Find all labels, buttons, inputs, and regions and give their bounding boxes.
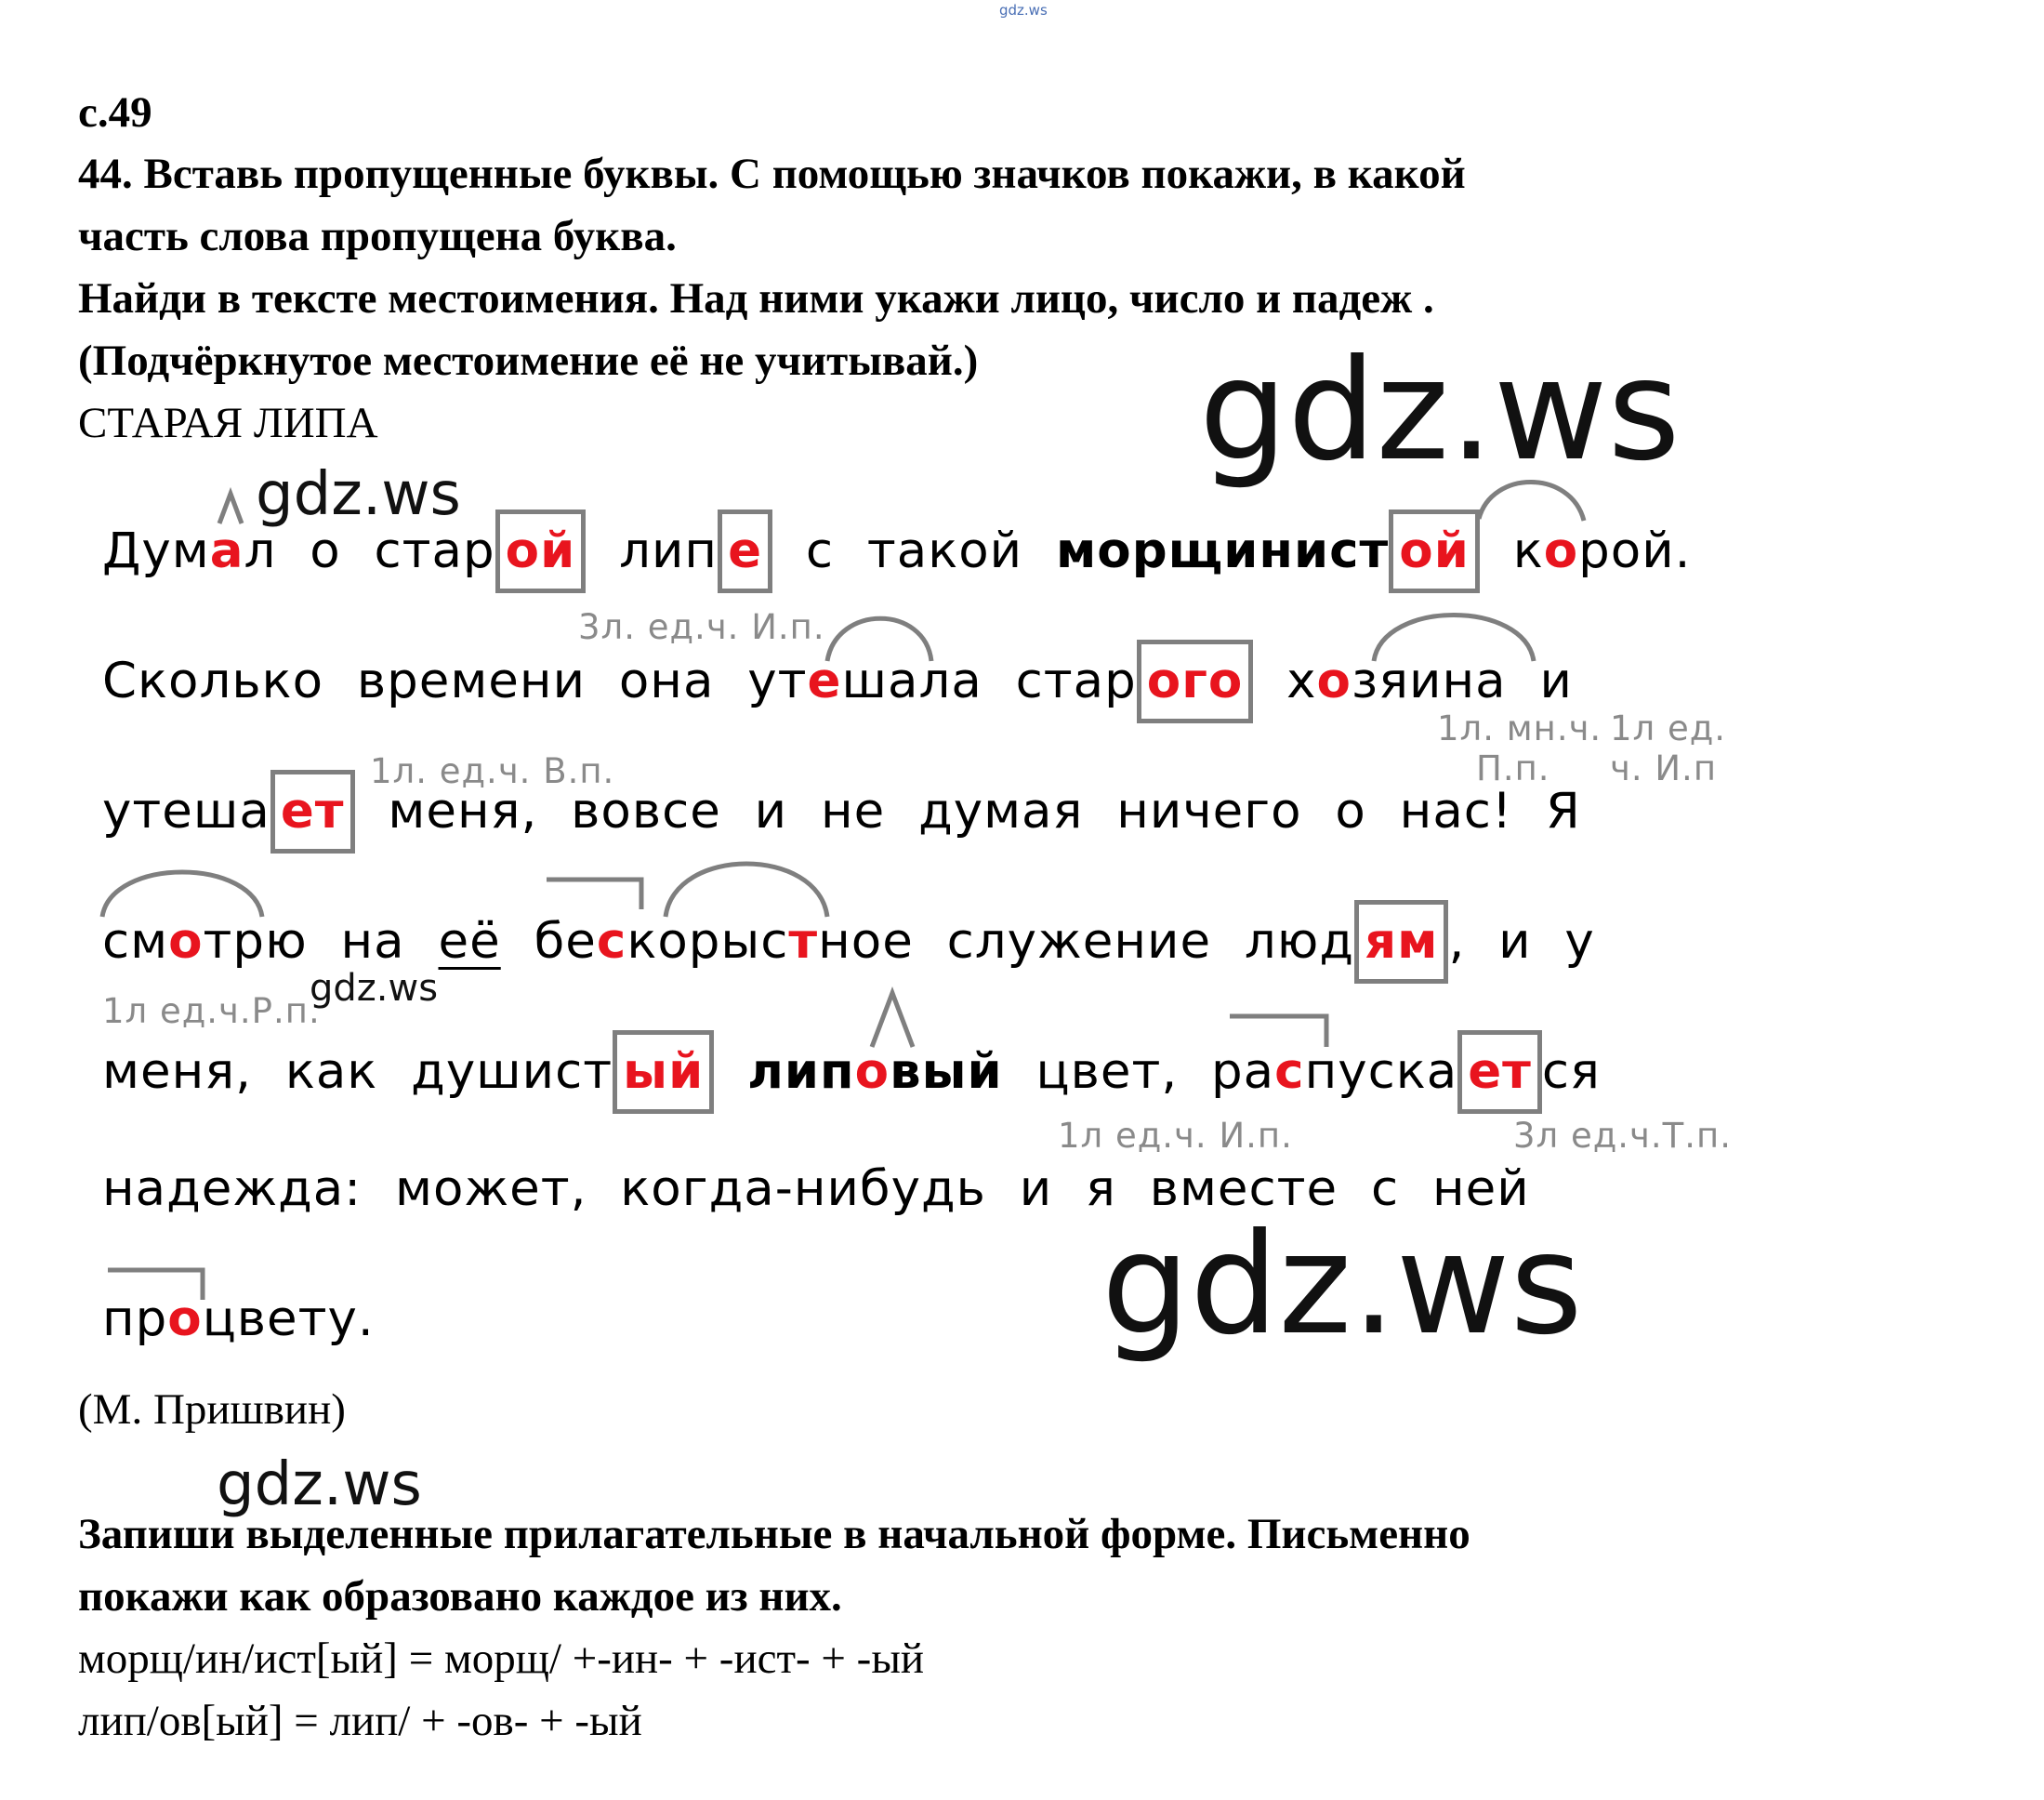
ending-box: ой	[495, 510, 587, 593]
note-1l-ed-vp: 1л. ед.ч. В.п.	[370, 751, 615, 791]
note-pp: П.п.	[1476, 748, 1550, 788]
note-ch-ip: ч. И.п	[1610, 748, 1718, 788]
text-line-3: утеша ет меня, вовсе и не думая ничего о нас! Я	[102, 770, 1581, 854]
text-line-2: Сколько времени она утешала стар ого хозяина и	[102, 640, 1573, 723]
footer-task-line-1: Запиши выделенные прилагательные в начальной форме. Письменно	[78, 1510, 1470, 1558]
watermark-small-3: gdz.ws	[217, 1450, 422, 1519]
task-line-1: 44. Вставь пропущенные буквы. С помощью значков покажи, в какой	[78, 150, 1466, 198]
answer-2: лип/ов[ый] = лип/ + -ов- + -ый	[78, 1697, 642, 1745]
ending-box: ет	[270, 770, 355, 854]
note-3l-ed-tp: 3л ед.ч.Т.п.	[1513, 1116, 1732, 1156]
text-line-6: надежда: может, когда-нибудь и я вместе с ней	[102, 1160, 1530, 1217]
task-line-4: (Подчёркнутое местоимение её не учитывай.)	[78, 337, 979, 385]
ending-box: ям	[1354, 900, 1448, 984]
text-line-1: Думал о стар ой лип е с такой морщинист ой корой.	[102, 510, 1692, 593]
page-reference: с.49	[78, 88, 152, 137]
text-line-7: процвету.	[102, 1290, 375, 1347]
ending-box: ой	[1389, 510, 1480, 593]
note-1l-mn: 1л. мн.ч.	[1437, 708, 1602, 748]
watermark-big-1: gdz.ws	[1199, 330, 1681, 492]
note-3l-ed-ip: 3л. ед.ч. И.п.	[578, 607, 825, 647]
watermark-tiny: gdz.ws	[999, 2, 1048, 19]
author: (М. Пришвин)	[78, 1385, 346, 1434]
note-1l-ed-rp: 1л ед.ч.Р.п.	[102, 991, 321, 1031]
footer-task-line-2: покажи как образовано каждое из них.	[78, 1572, 842, 1621]
task-line-3: Найди в тексте местоимения. Над ними укажи лицо, число и падеж .	[78, 274, 1434, 323]
ending-box: ого	[1137, 640, 1254, 723]
task-line-2: часть слова пропущена буква.	[78, 212, 677, 260]
note-1l-ed: 1л ед.	[1610, 708, 1727, 748]
watermark-big-2: gdz.ws	[1101, 1204, 1583, 1366]
watermark-small-2: gdz.ws	[310, 967, 439, 1010]
ending-box: ет	[1457, 1030, 1542, 1114]
text-title: СТАРАЯ ЛИПА	[78, 399, 378, 447]
answer-1: морщ/ин/ист[ый] = морщ/ +-ин- + -ист- + -ый	[78, 1635, 925, 1683]
note-1l-ed-ip: 1л ед.ч. И.п.	[1058, 1116, 1293, 1156]
text-line-5: меня, как душист ый липовый цвет, распуска ет ся	[102, 1030, 1601, 1114]
watermark-small-1: gdz.ws	[256, 460, 461, 529]
text-line-4: смотрю на её бескорыстное служение люд ям , и у	[102, 900, 1595, 984]
ending-box: ый	[613, 1030, 714, 1114]
ending-box: е	[718, 510, 772, 593]
underlined-pronoun: её	[438, 913, 501, 970]
